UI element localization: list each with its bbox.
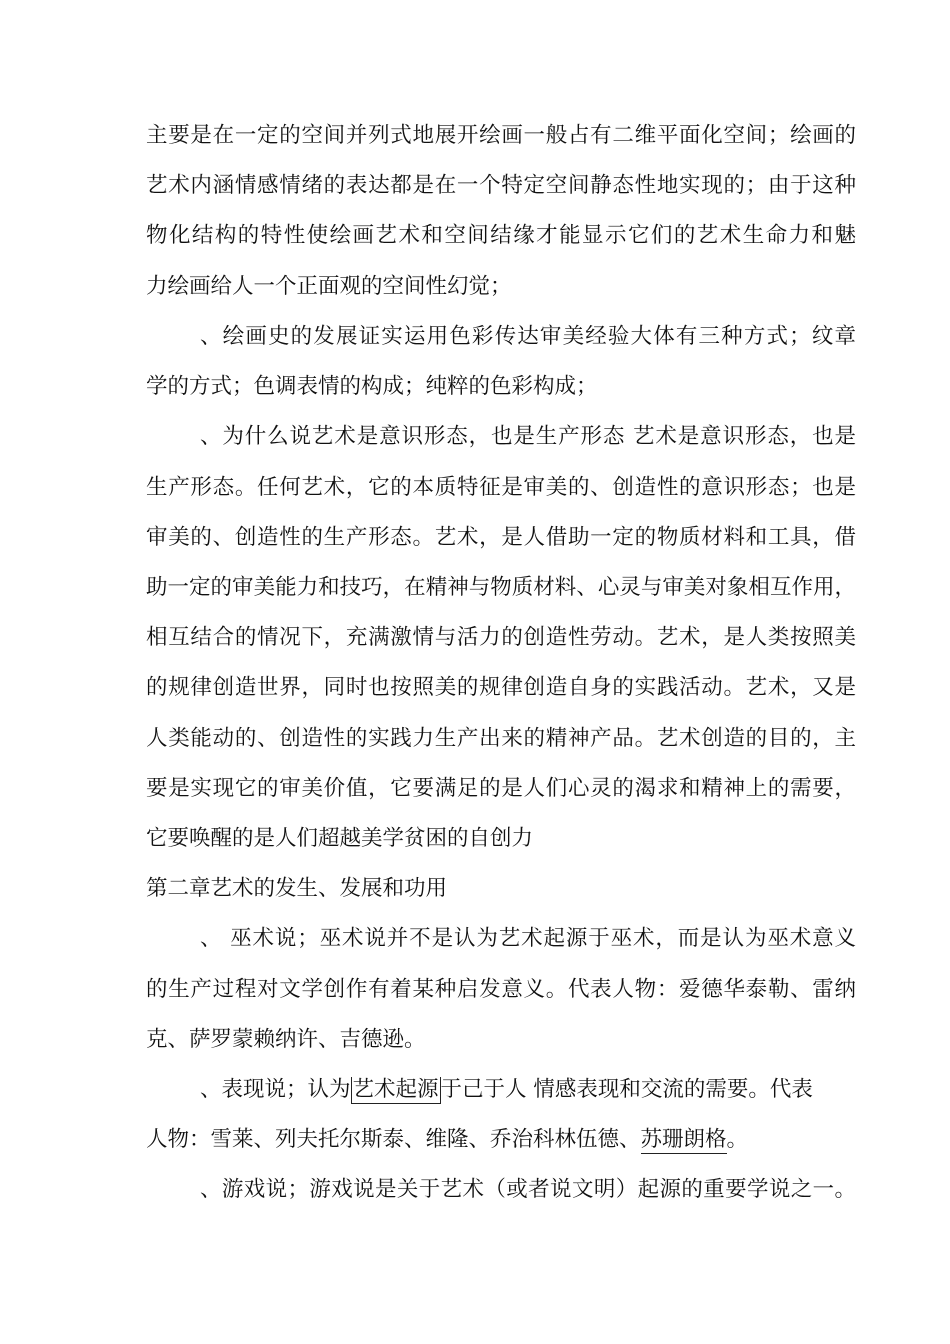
line-text: 、表现说；认为	[200, 1077, 351, 1102]
underlined-phrase: 艺术起源	[352, 1077, 439, 1102]
paragraph-line: 人类能动的、创造性的实践力生产出来的精神产品。艺术创造的目的，主	[146, 726, 856, 751]
paragraph-line: 相互结合的情况下，充满激情与活力的创造性劳动。艺术，是人类按照美	[146, 625, 856, 650]
paragraph-line: 主要是在一定的空间并列式地展开绘画一般占有二维平面化空间；绘画的	[146, 123, 856, 148]
paragraph-line: 物化结构的特性使绘画艺术和空间结缘才能显示它们的艺术生命力和魅	[146, 223, 856, 248]
paragraph-line: 的生产过程对文学创作有着某种启发意义。代表人物：爱德华泰勒、雷纳	[146, 977, 856, 1002]
paragraph-line: 、游戏说；游戏说是关于艺术（或者说文明）起源的重要学说之一。	[200, 1177, 856, 1202]
paragraph-line: 克、萨罗蒙赖纳许、吉德逊。	[146, 1027, 426, 1052]
paragraph-line	[200, 1075, 856, 1105]
paragraph-line: 要是实现它的审美价值，它要满足的是人们心灵的渴求和精神上的需要，	[146, 776, 856, 801]
paragraph-line: 学的方式；色调表情的构成；纯粹的色彩构成；	[146, 374, 598, 399]
line-text: 人物：雪莱、列夫托尔斯泰、维隆、乔治科林伍德、	[146, 1127, 641, 1152]
paragraph-line: 力绘画给人一个正面观的空间性幻觉；	[146, 274, 512, 299]
paragraph-line: 的规律创造世界，同时也按照美的规律创造自身的实践活动。艺术，又是	[146, 675, 856, 700]
paragraph-line	[146, 1125, 856, 1155]
paragraph-line: 、 巫术说；巫术说并不是认为艺术起源于巫术，而是认为巫术意义	[200, 926, 856, 951]
line-text: 。	[726, 1127, 749, 1152]
paragraph-line: 、为什么说艺术是意识形态，也是生产形态 艺术是意识形态，也是	[200, 424, 856, 449]
paragraph-line: 生产形态。任何艺术，它的本质特征是审美的、创造性的意识形态；也是	[146, 475, 856, 500]
paragraph-line: 审美的、创造性的生产形态。艺术，是人借助一定的物质材料和工具，借	[146, 525, 856, 550]
paragraph-line: 、绘画史的发展证实运用色彩传达审美经验大体有三种方式；纹章	[200, 324, 856, 349]
line-text: 于己于人 情感表现和交流的需要。代表	[440, 1077, 813, 1102]
chapter-heading: 第二章艺术的发生、发展和功用	[146, 876, 448, 901]
underlined-phrase: 苏珊朗格	[640, 1127, 727, 1152]
paragraph-line: 助一定的审美能力和技巧，在精神与物质材料、心灵与审美对象相互作用，	[146, 575, 856, 600]
paragraph-line: 它要唤醒的是人们超越美学贫困的自创力	[146, 826, 534, 851]
paragraph-line: 艺术内涵情感情绪的表达都是在一个特定空间静态性地实现的；由于这种	[146, 173, 856, 198]
